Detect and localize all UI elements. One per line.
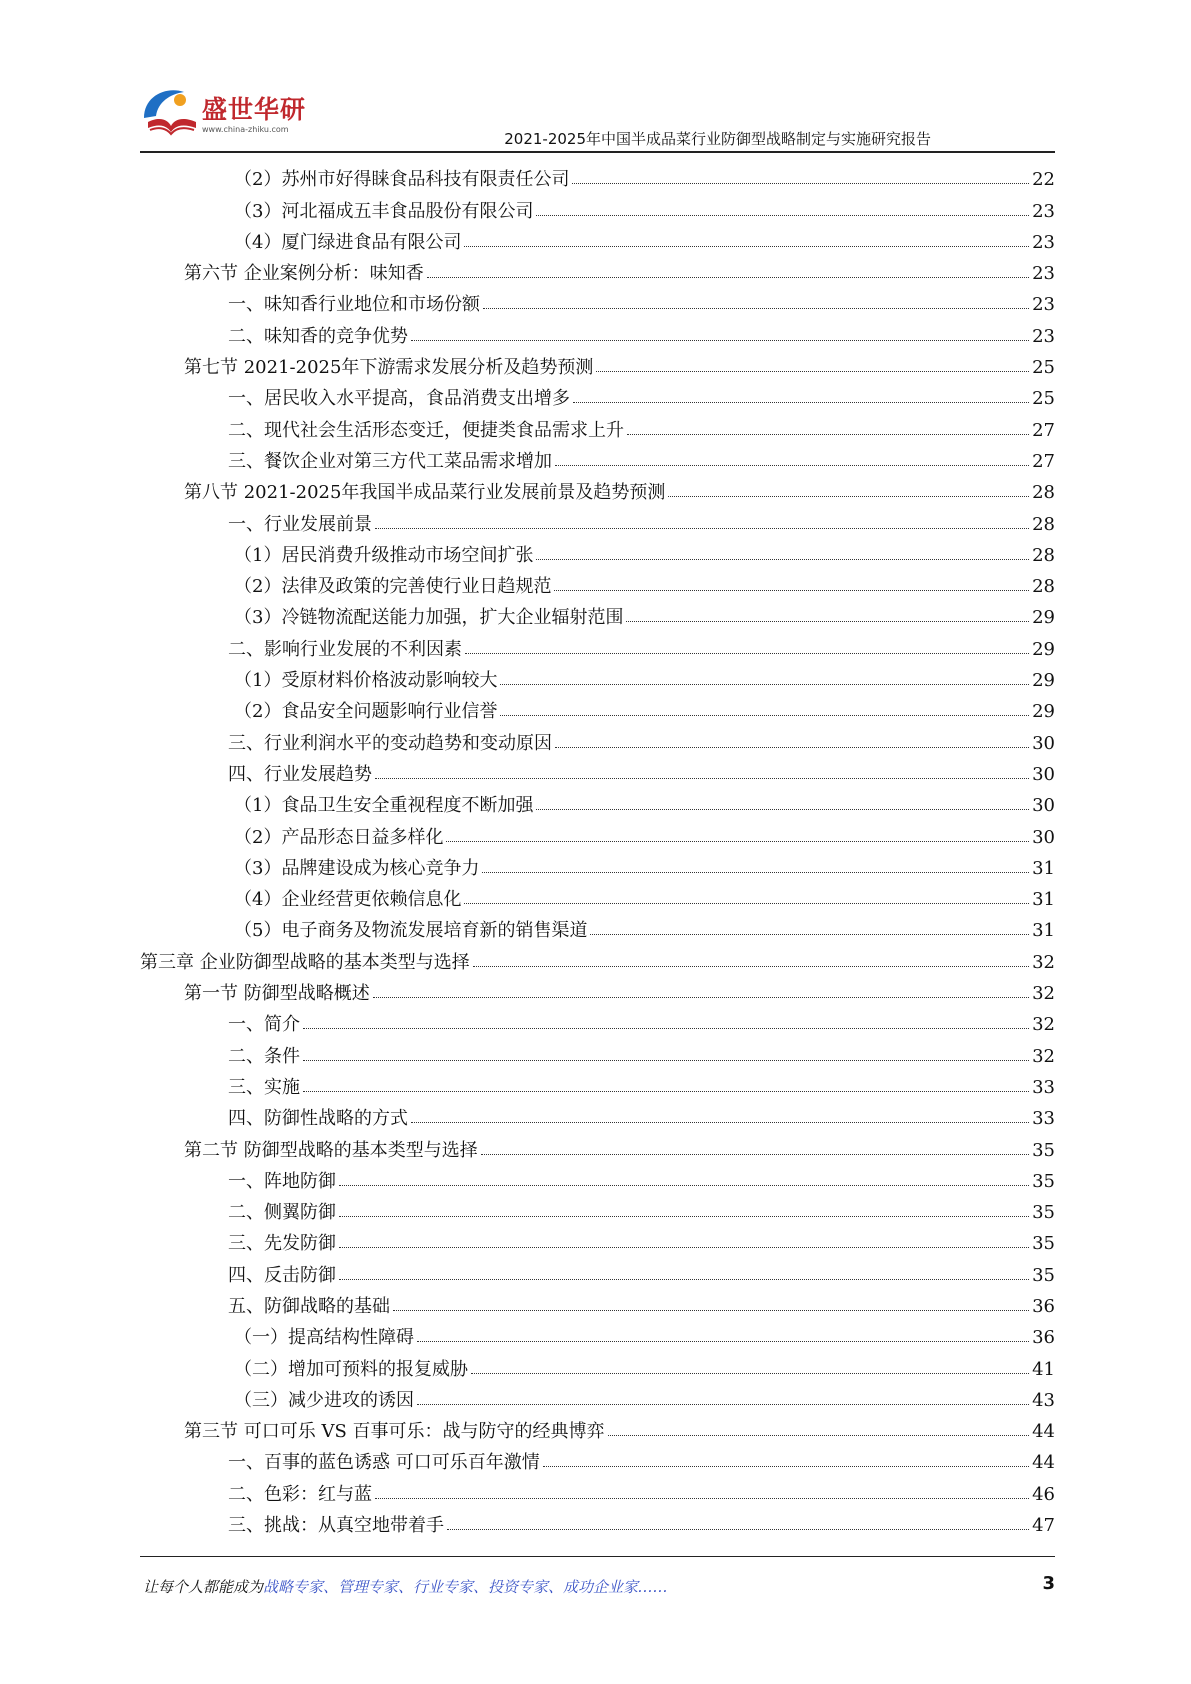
toc-entry-page: 32 [1032, 983, 1055, 1005]
toc-entry-label: 三、挑战：从真空地带着手 [228, 1515, 444, 1537]
toc-entry-page: 31 [1032, 889, 1055, 911]
toc-entry[interactable] [140, 1285, 1055, 1316]
toc-dot-leader [303, 1060, 1029, 1061]
toc-entry-page: 29 [1032, 701, 1055, 723]
toc-dot-leader [303, 1028, 1029, 1029]
toc-entry-label: （2）食品安全问题影响行业信誉 [234, 701, 498, 723]
toc-entry-label: （二）增加可预料的报复威胁 [234, 1358, 468, 1380]
toc-dot-leader [536, 559, 1029, 560]
toc-entry-label: 四、反击防御 [228, 1264, 336, 1286]
toc-dot-leader [626, 621, 1029, 622]
toc-entry-page: 44 [1032, 1421, 1055, 1443]
toc-entry-label: （4）企业经营更依赖信息化 [234, 889, 462, 911]
toc-dot-leader [572, 183, 1029, 184]
toc-entry[interactable] [140, 690, 1055, 721]
toc-entry-page: 33 [1032, 1108, 1055, 1130]
page-number: 3 [1042, 1573, 1055, 1594]
toc-entry[interactable] [140, 878, 1055, 909]
toc-entry-page: 25 [1032, 357, 1055, 379]
toc-entry-label: 三、行业利润水平的变动趋势和变动原因 [228, 732, 552, 754]
toc-entry-label: 二、影响行业发展的不利因素 [228, 638, 462, 660]
toc-entry[interactable] [140, 721, 1055, 752]
toc-dot-leader [427, 277, 1029, 278]
footer-slogan-highlight: 战略专家、管理专家、行业专家、投资专家、成功企业家…… [263, 1578, 669, 1596]
toc-entry[interactable] [140, 189, 1055, 220]
toc-dot-leader [573, 402, 1029, 403]
toc-entry-page: 32 [1032, 1045, 1055, 1067]
toc-dot-leader [411, 1122, 1029, 1123]
toc-dot-leader [483, 308, 1029, 309]
toc-entry-label: （1）食品卫生安全重视程度不断加强 [234, 795, 534, 817]
toc-entry-label: 三、餐饮企业对第三方代工菜品需求增加 [228, 450, 552, 472]
page-header [0, 0, 1191, 150]
brand-name: 盛世华研 [202, 95, 307, 124]
toc-entry-page: 31 [1032, 857, 1055, 879]
toc-dot-leader [464, 246, 1029, 247]
footer-slogan-prefix: 让每个人都能成为 [143, 1578, 264, 1596]
toc-entry-label: 第六节 企业案例分析：味知香 [184, 263, 424, 285]
toc-entry-label: 第二节 防御型战略的基本类型与选择 [184, 1139, 478, 1161]
toc-dot-leader [482, 872, 1029, 873]
toc-entry-label: （2）苏州市好得睐食品科技有限责任公司 [234, 169, 570, 191]
toc-dot-leader [375, 528, 1029, 529]
toc-entry-page: 30 [1032, 763, 1055, 785]
toc-entry-page: 28 [1032, 544, 1055, 566]
toc-entry[interactable] [140, 502, 1055, 533]
toc-entry-label: （1）居民消费升级推动市场空间扩张 [234, 544, 534, 566]
toc-entry-label: 第八节 2021-2025年我国半成品菜行业发展前景及趋势预测 [184, 482, 666, 504]
toc-dot-leader [608, 1435, 1030, 1436]
toc-entry-label: （2）产品形态日益多样化 [234, 826, 444, 848]
toc-entry[interactable] [140, 1410, 1055, 1441]
toc-entry[interactable] [140, 627, 1055, 658]
toc-entry[interactable] [140, 1191, 1055, 1222]
toc-entry-page: 30 [1032, 826, 1055, 848]
toc-entry-label: 一、简介 [228, 1014, 300, 1036]
toc-entry-label: （4）厦门绿进食品有限公司 [234, 231, 462, 253]
toc-entry-page: 29 [1032, 670, 1055, 692]
toc-entry-label: 五、防御战略的基础 [228, 1295, 390, 1317]
toc-entry-page: 43 [1032, 1389, 1055, 1411]
toc-entry[interactable] [140, 1034, 1055, 1065]
toc-entry[interactable] [140, 471, 1055, 502]
toc-entry-label: 四、防御性战略的方式 [228, 1108, 408, 1130]
toc-dot-leader [339, 1279, 1029, 1280]
toc-entry-page: 32 [1032, 951, 1055, 973]
toc-entry[interactable] [140, 440, 1055, 471]
toc-entry-page: 46 [1032, 1483, 1055, 1505]
toc-dot-leader [417, 1341, 1029, 1342]
toc-dot-leader [555, 747, 1029, 748]
toc-dot-leader [393, 1310, 1029, 1311]
toc-dot-leader [590, 934, 1029, 935]
toc-entry-label: 第三节 可口可乐 VS 百事可乐：战与防守的经典博弈 [184, 1421, 605, 1443]
toc-entry-page: 32 [1032, 1014, 1055, 1036]
toc-entry-page: 23 [1032, 294, 1055, 316]
toc-dot-leader [373, 997, 1029, 998]
toc-dot-leader [303, 1091, 1029, 1092]
table-of-contents [140, 158, 1055, 1535]
toc-entry-page: 30 [1032, 795, 1055, 817]
toc-entry[interactable] [140, 1379, 1055, 1410]
toc-entry-page: 23 [1032, 263, 1055, 285]
toc-dot-leader [555, 465, 1029, 466]
toc-entry-page: 23 [1032, 325, 1055, 347]
toc-entry[interactable] [140, 252, 1055, 283]
toc-entry-page: 27 [1032, 450, 1055, 472]
toc-entry-label: （2）法律及政策的完善使行业日趋规范 [234, 576, 552, 598]
toc-dot-leader [473, 966, 1029, 967]
toc-entry-page: 35 [1032, 1264, 1055, 1286]
toc-entry-label: （5）电子商务及物流发展培育新的销售渠道 [234, 920, 588, 942]
toc-entry-page: 35 [1032, 1202, 1055, 1224]
toc-entry-label: 二、条件 [228, 1045, 300, 1067]
toc-entry[interactable] [140, 158, 1055, 189]
toc-entry-page: 47 [1032, 1515, 1055, 1537]
toc-dot-leader [536, 215, 1029, 216]
toc-dot-leader [446, 841, 1029, 842]
toc-dot-leader [668, 496, 1029, 497]
toc-entry[interactable] [140, 1097, 1055, 1128]
toc-dot-leader [543, 1466, 1029, 1467]
toc-entry[interactable] [140, 1222, 1055, 1253]
toc-entry-page: 36 [1032, 1327, 1055, 1349]
toc-dot-leader [447, 1529, 1029, 1530]
toc-entry-page: 28 [1032, 513, 1055, 535]
toc-entry-page: 25 [1032, 388, 1055, 410]
toc-entry-page: 36 [1032, 1295, 1055, 1317]
toc-entry[interactable] [140, 1253, 1055, 1284]
toc-entry[interactable] [140, 1472, 1055, 1503]
toc-entry[interactable] [140, 1347, 1055, 1378]
toc-entry-label: 一、百事的蓝色诱惑 可口可乐百年激情 [228, 1452, 540, 1474]
toc-dot-leader [500, 684, 1029, 685]
toc-entry-label: 二、味知香的竞争优势 [228, 325, 408, 347]
document-title: 2021-2025年中国半成品菜行业防御型战略制定与实施研究报告 [504, 130, 931, 148]
toc-dot-leader [375, 778, 1029, 779]
toc-dot-leader [500, 715, 1029, 716]
toc-entry-page: 28 [1032, 482, 1055, 504]
toc-entry-page: 29 [1032, 638, 1055, 660]
toc-entry[interactable] [140, 1128, 1055, 1159]
footer-slogan [143, 1576, 668, 1597]
company-logo [140, 82, 310, 152]
toc-entry-page: 29 [1032, 607, 1055, 629]
toc-dot-leader [471, 1373, 1029, 1374]
toc-entry[interactable] [140, 909, 1055, 940]
toc-entry[interactable] [140, 1003, 1055, 1034]
toc-dot-leader [339, 1216, 1029, 1217]
toc-entry-label: （一）提高结构性障碍 [234, 1327, 414, 1349]
toc-entry-label: 二、侧翼防御 [228, 1202, 336, 1224]
toc-entry-page: 27 [1032, 419, 1055, 441]
toc-entry[interactable] [140, 314, 1055, 345]
toc-entry-page: 35 [1032, 1139, 1055, 1161]
toc-entry-label: 三、先发防御 [228, 1233, 336, 1255]
toc-entry-label: （3）冷链物流配送能力加强，扩大企业辐射范围 [234, 607, 624, 629]
toc-entry[interactable] [140, 815, 1055, 846]
toc-entry-label: 第七节 2021-2025年下游需求发展分析及趋势预测 [184, 357, 594, 379]
toc-entry-label: 一、居民收入水平提高，食品消费支出增多 [228, 388, 570, 410]
toc-entry-label: 四、行业发展趋势 [228, 763, 372, 785]
toc-entry[interactable] [140, 221, 1055, 252]
toc-entry-label: 第三章 企业防御型战略的基本类型与选择 [140, 951, 470, 973]
footer-divider [140, 1556, 1055, 1557]
toc-entry[interactable] [140, 659, 1055, 690]
toc-entry[interactable] [140, 1316, 1055, 1347]
toc-entry-page: 31 [1032, 920, 1055, 942]
toc-entry-label: 一、味知香行业地位和市场份额 [228, 294, 480, 316]
toc-entry-page: 30 [1032, 732, 1055, 754]
toc-entry-label: 一、行业发展前景 [228, 513, 372, 535]
toc-entry-label: 一、阵地防御 [228, 1170, 336, 1192]
toc-entry-label: （三）减少进攻的诱因 [234, 1389, 414, 1411]
toc-entry-page: 23 [1032, 200, 1055, 222]
toc-entry[interactable] [140, 1504, 1055, 1535]
toc-entry-label: 二、色彩：红与蓝 [228, 1483, 372, 1505]
toc-entry[interactable] [140, 784, 1055, 815]
toc-entry[interactable] [140, 346, 1055, 377]
toc-entry-page: 35 [1032, 1233, 1055, 1255]
header-divider [140, 151, 1055, 153]
toc-entry-page: 41 [1032, 1358, 1055, 1380]
toc-dot-leader [627, 434, 1029, 435]
toc-dot-leader [339, 1247, 1029, 1248]
toc-entry-label: 三、实施 [228, 1076, 300, 1098]
toc-entry-label: （3）河北福成五丰食品股份有限公司 [234, 200, 534, 222]
toc-entry[interactable] [140, 534, 1055, 565]
toc-entry[interactable] [140, 377, 1055, 408]
toc-dot-leader [536, 809, 1029, 810]
toc-entry-page: 44 [1032, 1452, 1055, 1474]
toc-entry[interactable] [140, 565, 1055, 596]
toc-entry[interactable] [140, 940, 1055, 971]
toc-dot-leader [375, 1498, 1029, 1499]
toc-entry[interactable] [140, 1160, 1055, 1191]
toc-dot-leader [417, 1404, 1029, 1405]
toc-dot-leader [464, 903, 1029, 904]
book-logo-icon [140, 82, 202, 142]
toc-entry-page: 23 [1032, 231, 1055, 253]
toc-dot-leader [465, 653, 1029, 654]
toc-dot-leader [596, 371, 1029, 372]
toc-entry[interactable] [140, 283, 1055, 314]
toc-entry-label: 二、现代社会生活形态变迁，便捷类食品需求上升 [228, 419, 624, 441]
toc-entry[interactable] [140, 753, 1055, 784]
toc-entry-label: 第一节 防御型战略概述 [184, 983, 370, 1005]
toc-entry-page: 22 [1032, 169, 1055, 191]
toc-dot-leader [554, 590, 1029, 591]
toc-entry[interactable] [140, 596, 1055, 627]
toc-entry[interactable] [140, 847, 1055, 878]
toc-entry-page: 33 [1032, 1076, 1055, 1098]
toc-dot-leader [481, 1154, 1029, 1155]
toc-dot-leader [339, 1185, 1029, 1186]
toc-entry[interactable] [140, 1441, 1055, 1472]
toc-entry-page: 35 [1032, 1170, 1055, 1192]
toc-entry[interactable] [140, 408, 1055, 439]
toc-entry[interactable] [140, 972, 1055, 1003]
brand-url: www.china-zhiku.com [202, 125, 289, 134]
toc-entry[interactable] [140, 1066, 1055, 1097]
toc-entry-label: （3）品牌建设成为核心竞争力 [234, 857, 480, 879]
toc-dot-leader [411, 340, 1029, 341]
toc-entry-page: 28 [1032, 576, 1055, 598]
toc-entry-label: （1）受原材料价格波动影响较大 [234, 670, 498, 692]
